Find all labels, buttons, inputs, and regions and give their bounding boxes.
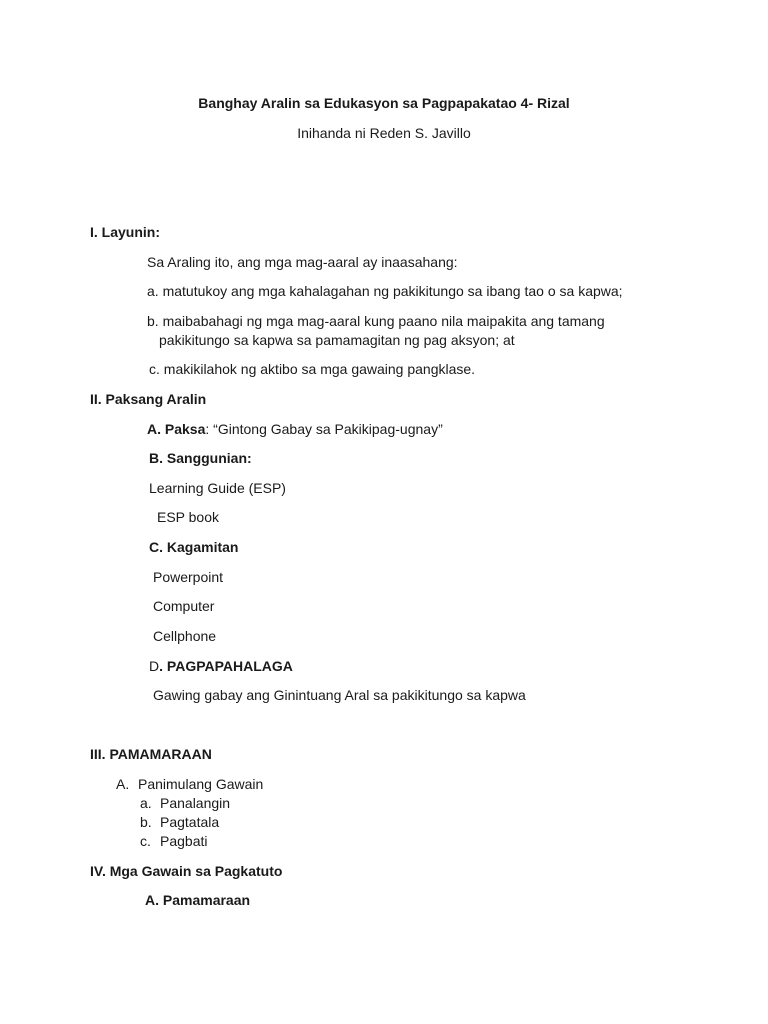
pagpapahalaga-letter: D: [149, 658, 160, 674]
list-item: [140, 794, 230, 812]
pagpapahalaga-label: . PAGPAPAHALAGA: [159, 658, 293, 674]
kagamitan-item: Powerpoint: [153, 569, 224, 585]
document-title: Banghay Aralin sa Edukasyon sa Pagpapakatao 4- Rizal: [198, 95, 570, 111]
list-item: [140, 832, 207, 850]
section-layunin-heading: I. Layunin:: [90, 224, 160, 240]
gawain-sub-heading: A. Pamamaraan: [145, 892, 251, 908]
kagamitan-label: C. Kagamitan: [149, 539, 239, 555]
paksa-value: : “Gintong Gabay sa Pakikipag-ugnay”: [205, 421, 443, 437]
layunin-item-c: c. makikilahok ng aktibo sa mga gawaing pangklase.: [149, 361, 476, 377]
sanggunian-label: B. Sanggunian:: [149, 450, 252, 466]
kagamitan-item: Computer: [153, 598, 215, 614]
list-marker: b.: [140, 814, 152, 830]
paksa-label: A. Paksa: [147, 421, 206, 437]
list-marker: A.: [116, 776, 130, 792]
document-author: Inihanda ni Reden S. Javillo: [297, 125, 471, 141]
list-marker: c.: [140, 833, 151, 849]
list-item-text: Panalangin: [160, 795, 231, 811]
pamamaraan-section-a: [116, 775, 263, 793]
sanggunian-item: Learning Guide (ESP): [149, 480, 286, 496]
section-pamamaraan-heading: III. PAMAMARAAN: [90, 746, 212, 762]
layunin-item-b-continued: pakikitungo sa kapwa sa pamamagitan ng pag aksyon; at: [159, 332, 515, 348]
pagpapahalaga-text: Gawing gabay ang Ginintuang Aral sa pakikitungo sa kapwa: [153, 687, 526, 703]
kagamitan-item: Cellphone: [153, 628, 217, 644]
layunin-item-a: a. matutukoy ang mga kahalagahan ng pakikitungo sa ibang tao o sa kapwa;: [147, 283, 623, 299]
pagpapahalaga-line: [149, 657, 293, 675]
list-item-text: Pagtatala: [160, 814, 220, 830]
paksa-line: [147, 420, 443, 438]
layunin-item-b: b. maibabahagi ng mga mag-aaral kung paano nila maipakita ang tamang: [147, 313, 605, 329]
layunin-intro: Sa Araling ito, ang mga mag-aaral ay inaasahang:: [147, 254, 458, 270]
section-gawain-heading: IV. Mga Gawain sa Pagkatuto: [90, 863, 283, 879]
sanggunian-item: ESP book: [157, 509, 220, 525]
list-item: [140, 813, 219, 831]
list-item-text: Panimulang Gawain: [138, 776, 264, 792]
list-marker: a.: [140, 795, 152, 811]
section-paksang-aralin-heading: II. Paksang Aralin: [90, 391, 207, 407]
list-item-text: Pagbati: [160, 833, 208, 849]
